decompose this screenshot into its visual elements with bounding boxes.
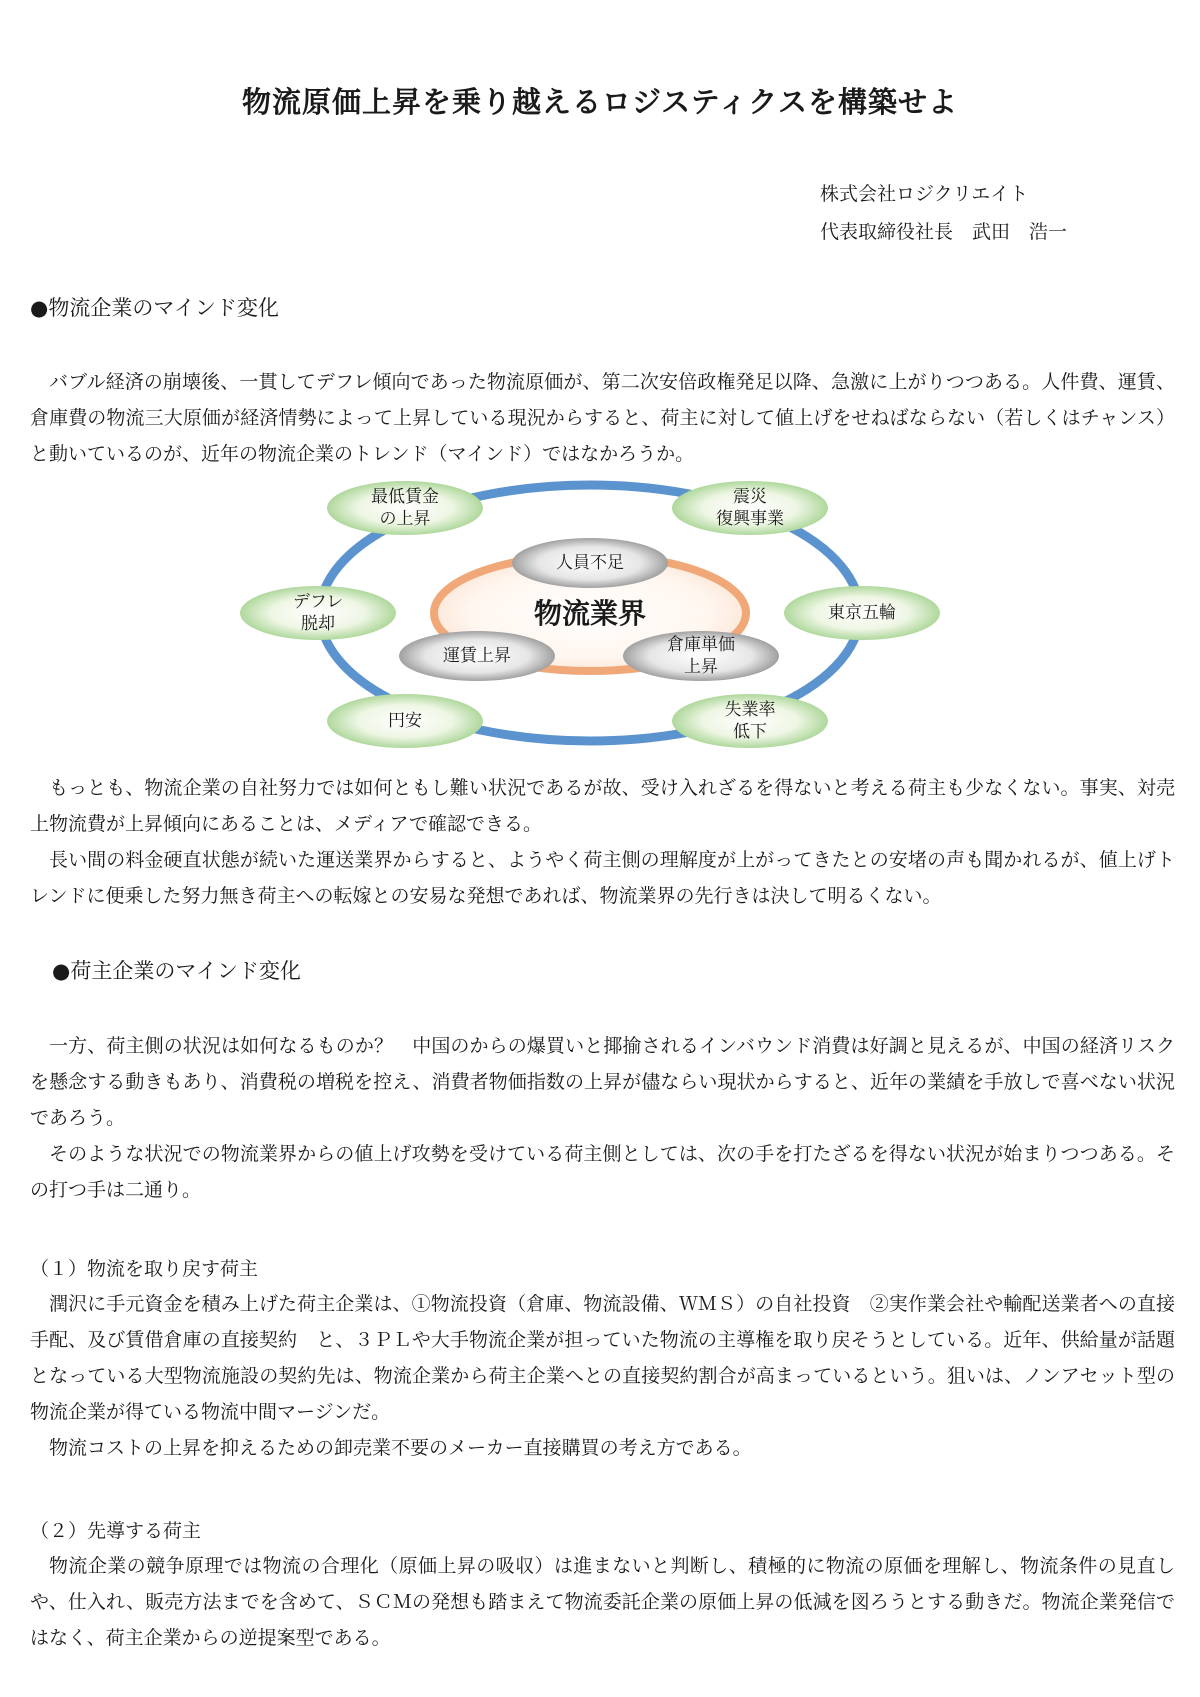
svg-text:脱却: 脱却 — [301, 614, 335, 634]
node-weak-yen — [327, 694, 483, 748]
section2-paragraph-2: そのような状況での物流業界からの値上げ攻勢を受けている荷主側としては、次の手を打たざるを得ない状況が始まりつつある。その打つ手は二通り。 — [30, 1143, 1175, 1201]
section1-paragraph-3: 長い間の料金硬直状態が続いた運送業界からすると、ようやく荷主側の理解度が上がってきたとの安堵の声も聞かれるが、値上げトレンドに便乗した努力無き荷主への転嫁との安易な発想であれば、物流業界の先行きは決して明るくない。 — [30, 849, 1175, 907]
svg-text:倉庫単価: 倉庫単価 — [667, 635, 735, 655]
svg-text:人員不足: 人員不足 — [556, 553, 624, 573]
author-name: 代表取締役社長 武田 浩一 — [820, 221, 1068, 243]
node-staff-shortage — [512, 538, 668, 588]
section2-paragraph-1: 一方、荷主側の状況は如何なるものか？ 中国のからの爆買いと揶揄されるインバウンド消費は好調と見えるが、中国の経済リスクを懸念する動きもあり、消費税の増税を控え、消費者物価指数の上昇が儘ならい現状からすると、近年の業績を手放しで喜べない状況であろう。 — [30, 1035, 1175, 1129]
author-company: 株式会社ロジクリエイト — [820, 183, 1029, 205]
node-warehouse-rise — [623, 631, 779, 681]
subsection1-paragraph-1: 潤沢に手元資金を積み上げた荷主企業は、①物流投資（倉庫、物流設備、ＷＭＳ）の自社投資 ②実作業会社や輸配送業者への直接手配、及び賃借倉庫の直接契約 と、３ＰＬや大手物流企業が担っていた物流の主導権を取り戻そうとしている。近年、供給量が話題となっている大型物流施設の契約先は、物流企業から荷主企業へとの直接契約割合が高まっているという。狙いは、ノンアセット型の物流企業が得ている物流中間マージンだ。 — [30, 1293, 1175, 1423]
node-tokyo-olympics — [784, 586, 940, 640]
svg-text:震災: 震災 — [733, 487, 767, 507]
svg-text:運賃上昇: 運賃上昇 — [443, 646, 511, 666]
subsection2-heading: （２）先導する荷主 — [30, 1520, 202, 1542]
center-label: 物流業界 — [533, 597, 647, 630]
subsection1-paragraph-2: 物流コストの上昇を抑えるための卸売業不要のメーカー直接購買の考え方である。 — [49, 1437, 752, 1459]
subsection2-paragraph-1: 物流企業の競争原理では物流の合理化（原価上昇の吸収）は進まないと判断し、積極的に物流の原価を理解し、物流条件の見直しや、仕入れ、販売方法までを含めて、ＳＣＭの発想も踏まえて物流委託企業の原価上昇の低減を図ろうとする動きだ。物流企業発信ではなく、荷主企業からの逆提案型である。 — [30, 1555, 1175, 1649]
svg-text:東京五輪: 東京五輪 — [828, 603, 896, 623]
node-freight-rise — [399, 631, 555, 681]
svg-text:上昇: 上昇 — [684, 657, 718, 677]
logistics-industry-diagram — [240, 473, 960, 763]
node-deflation-exit — [240, 586, 396, 640]
svg-text:の上昇: の上昇 — [379, 509, 431, 529]
section1-paragraph-2: もっとも、物流企業の自社努力では如何ともし難い状況であるが故、受け入れざるを得ないと考える荷主も少なくない。事実、対売上物流費が上昇傾向にあることは、メディアで確認できる。 — [30, 777, 1175, 835]
section1-heading: ●物流企業のマインド変化 — [30, 296, 279, 320]
svg-text:復興事業: 復興事業 — [716, 509, 784, 529]
node-disaster-recovery — [672, 481, 828, 535]
section2-heading: ●荷主企業のマインド変化 — [52, 959, 301, 983]
page-title: 物流原価上昇を乗り越えるロジスティクスを構築せよ — [242, 85, 958, 119]
author-block — [820, 175, 1067, 251]
svg-text:円安: 円安 — [388, 711, 422, 731]
node-min-wage — [327, 481, 483, 535]
svg-text:低下: 低下 — [733, 722, 767, 742]
node-unemployment — [672, 694, 828, 748]
svg-text:失業率: 失業率 — [724, 700, 776, 720]
subsection1-heading: （１）物流を取り戻す荷主 — [30, 1258, 259, 1280]
svg-text:デフレ: デフレ — [292, 592, 344, 612]
svg-text:最低賃金: 最低賃金 — [371, 487, 439, 507]
section1-paragraph-1: バブル経済の崩壊後、一貫してデフレ傾向であった物流原価が、第二次安倍政権発足以降、急激に上がりつつある。人件費、運賃、倉庫費の物流三大原価が経済情勢によって上昇している現況からすると、荷主に対して値上げをせねばならない（若しくはチャンス）と動いているのが、近年の物流企業のトレンド（マインド）ではなかろうか。 — [30, 371, 1175, 465]
